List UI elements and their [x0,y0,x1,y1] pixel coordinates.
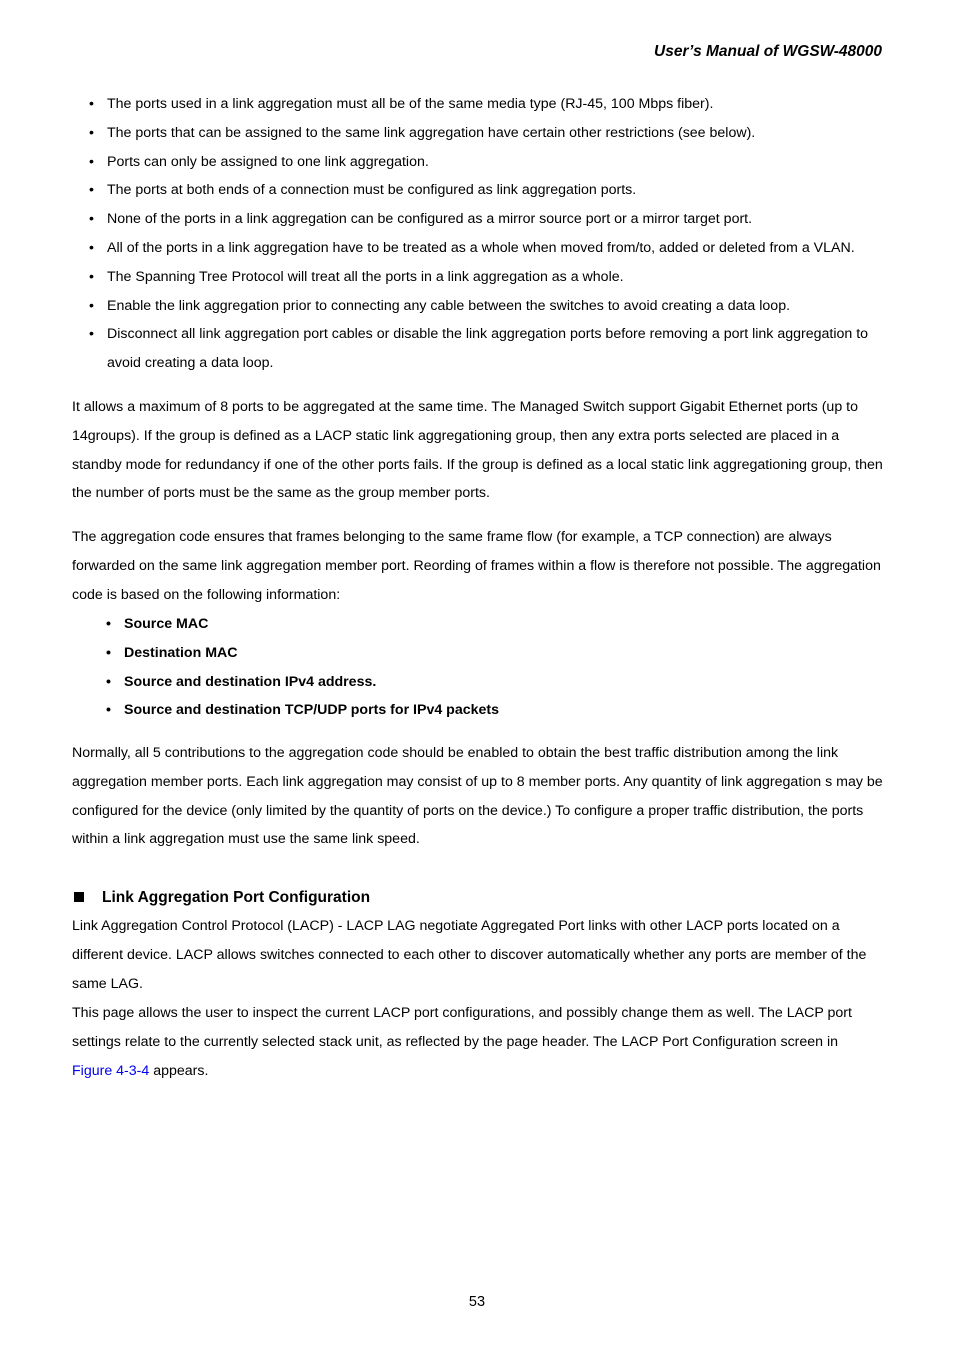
paragraph-text: This page allows the user to inspect the current LACP port configurations, and possibly change them as well. The LACP port settings relate to the currently selected stack unit, as reflected by the page header. The LACP Port Configuration screen in [72,1005,852,1050]
list-item: • Disconnect all link aggregation port cables or disable the link aggregation ports before removing a port link aggregation to avoid creating a data loop. [72,320,892,378]
section-heading [72,884,370,912]
section-title: Link Aggregation Port Configuration [102,889,371,906]
paragraph-aggregation-code: The aggregation code ensures that frames belonging to the same frame flow (for example, a TCP connection) are always forwarded on the same link aggregation member port. Reording of frames within a flow is therefore not possible. The aggregation code is based on the following information: [72,529,881,603]
figure-link[interactable]: Figure 4-3-4 [72,1062,150,1079]
paragraph-tail: appears. [149,1062,209,1079]
paragraph-lacp: Link Aggregation Control Protocol (LACP) - LACP LAG negotiate Aggregated Port links with other LACP ports located on a different device. LACP allows switches connected to each other to discover automatically whether any ports are member of the same LAG. [72,918,867,992]
aggregation-info-list [90,610,499,725]
running-header: User’s Manual of WGSW-48000 [654,43,882,60]
list-item: • The Spanning Tree Protocol will treat all the ports in a link aggregation as a whole. [72,263,892,292]
square-bullet-icon [74,892,84,902]
list-item: • Ports can only be assigned to one link aggregation. [72,148,892,177]
list-item: • The ports used in a link aggregation must all be of the same media type (RJ-45, 100 Mbps fiber). [72,90,892,119]
list-item: • Destination MAC [90,639,499,668]
list-item: • Enable the link aggregation prior to connecting any cable between the switches to avoid creating a data loop. [72,292,892,321]
page-number: 53 [468,1294,486,1310]
paragraph-contributions: Normally, all 5 contributions to the aggregation code should be enabled to obtain the best traffic distribution among the link aggregation member ports. Each link aggregation may consist of up to 8 member ports. Any quantity of link aggregation s may be configured for the device (only limited by the quantity of ports on the device.) To configure a proper traffic distribution, the ports within a link aggregation must use the same link speed. [72,745,883,848]
paragraph-max-ports: It allows a maximum of 8 ports to be aggregated at the same time. The Managed Switch support Gigabit Ethernet ports (up to 14groups). If the group is defined as a LACP static link aggregationing group, then any extra ports selected are placed in a standby mode for redundancy if one of the other ports fails. If the group is defined as a local static link aggregationing group, then the number of ports must be the same as the group member ports. [72,399,883,502]
list-item: • None of the ports in a link aggregation can be configured as a mirror source port or a mirror target port. [72,205,892,234]
list-item: • The ports that can be assigned to the same link aggregation have certain other restrictions (see below). [72,119,892,148]
paragraph-lacp-page [72,999,887,1085]
list-item: • Source MAC [90,610,499,639]
list-item: • The ports at both ends of a connection must be configured as link aggregation ports. [72,176,892,205]
list-item: • Source and destination TCP/UDP ports for IPv4 packets [90,696,499,725]
restrictions-list [72,90,892,378]
list-item: • All of the ports in a link aggregation have to be treated as a whole when moved from/to, added or deleted from a VLAN. [72,234,892,263]
list-item: • Source and destination IPv4 address. [90,668,499,697]
